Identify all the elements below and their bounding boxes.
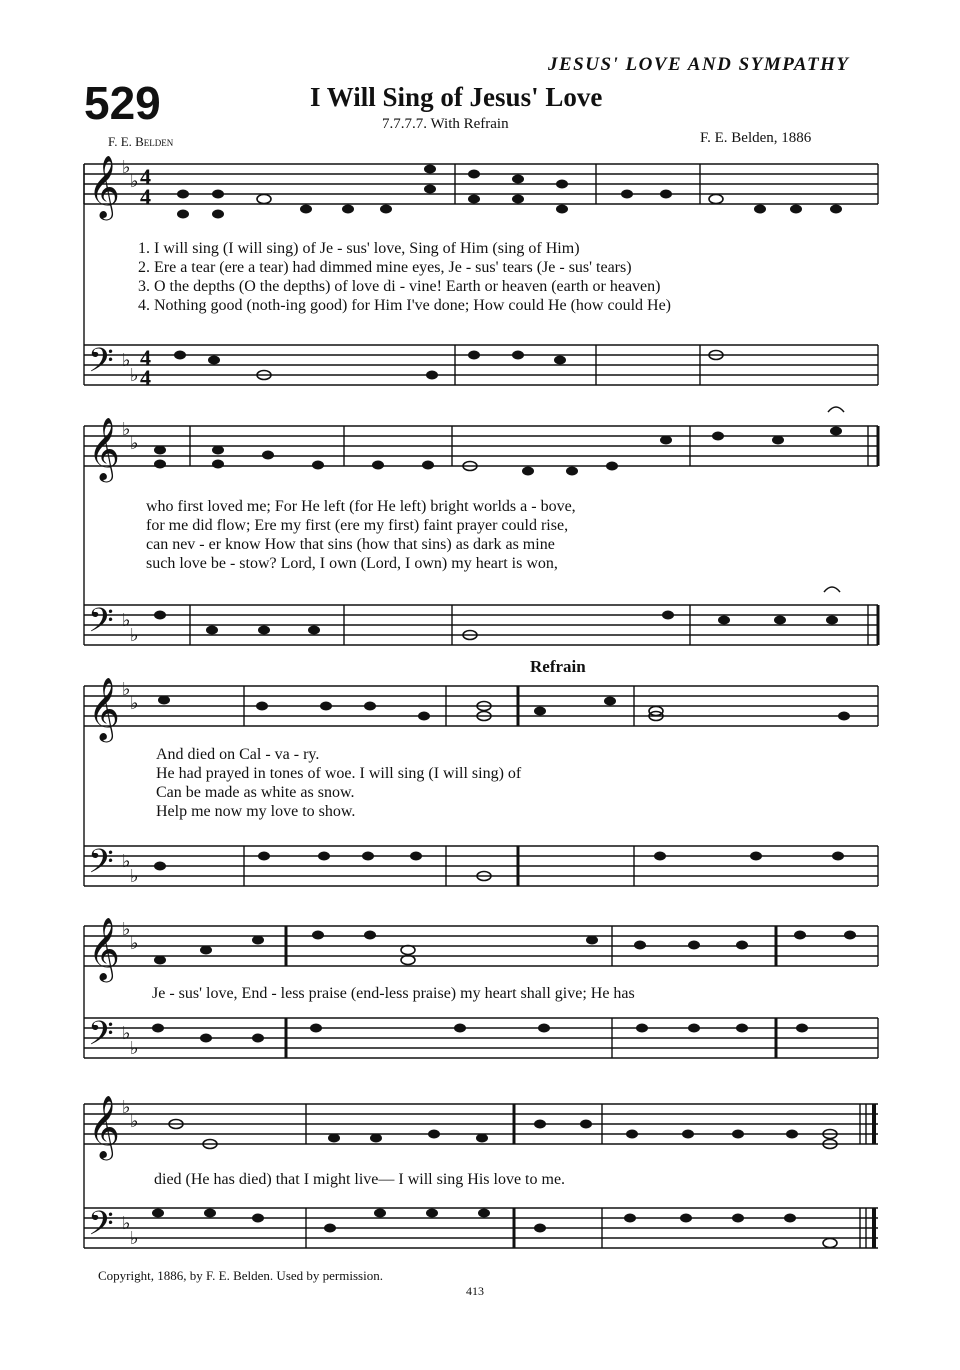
svg-text:♭: ♭: [122, 610, 131, 631]
page-number: 413: [466, 1284, 484, 1298]
lyric-line: Help me now my love to show.: [156, 803, 356, 820]
svg-text:♭: ♭: [130, 933, 139, 954]
svg-text:♭: ♭: [130, 625, 139, 646]
svg-text:♭: ♭: [122, 157, 131, 178]
treble-clef-icon: 𝄞: [88, 155, 120, 218]
copyright-notice: Copyright, 1886, by F. E. Belden. Used by permission.: [98, 1268, 383, 1283]
svg-text:𝄢: 𝄢: [88, 1015, 114, 1061]
svg-text:♭: ♭: [130, 171, 139, 192]
svg-text:♭: ♭: [130, 1228, 139, 1249]
svg-text:♭: ♭: [130, 1038, 139, 1059]
lyric-line: 2. Ere a tear (ere a tear) had dimmed mine eyes, Je - sus' tears (Je - sus' tears): [138, 259, 632, 276]
svg-text:♭: ♭: [130, 433, 139, 454]
svg-text:𝄞: 𝄞: [88, 917, 120, 980]
lyric-line: 4. Nothing good (noth-ing good) for Him I've done; How could He (how could He): [138, 297, 672, 314]
bass-clef-icon: 𝄢: [88, 342, 114, 388]
svg-text:♭: ♭: [122, 919, 131, 940]
svg-text:𝄞: 𝄞: [88, 417, 120, 480]
composer-credit: F. E. Belden: [108, 134, 174, 149]
lyric-line: Je - sus' love, End - less praise (end-less praise) my heart shall give; He has: [152, 985, 635, 1002]
svg-text:♭: ♭: [122, 1023, 131, 1044]
hymn-number: 529: [84, 77, 161, 129]
meter-line: 7.7.7.7. With Refrain: [382, 116, 509, 132]
treble-staff-1: [84, 164, 878, 204]
svg-text:♭: ♭: [122, 1097, 131, 1118]
svg-text:4: 4: [140, 365, 151, 390]
hymn-title: I Will Sing of Jesus' Love: [310, 82, 603, 112]
svg-text:♭: ♭: [122, 419, 131, 440]
svg-text:♭: ♭: [122, 851, 131, 872]
section-title: JESUS' LOVE AND SYMPATHY: [548, 54, 850, 75]
svg-text:4: 4: [140, 184, 151, 209]
svg-text:4: 4: [140, 345, 151, 370]
flat-icon: [122, 157, 139, 1249]
svg-text:♭: ♭: [130, 1111, 139, 1132]
lyric-line: for me did flow; Ere my first (ere my first) faint prayer could rise,: [146, 517, 569, 534]
treble-staff-2: [84, 426, 878, 466]
author-credit: F. E. Belden, 1886: [700, 130, 812, 146]
lyric-line: who first loved me; For He left (for He left) bright worlds a - bove,: [146, 498, 576, 515]
lyric-line: such love be - stow? Lord, I own (Lord, I own) my heart is won,: [146, 555, 558, 572]
svg-text:♭: ♭: [122, 679, 131, 700]
noteheads: [152, 165, 856, 1233]
lyric-line: And died on Cal - va - ry.: [156, 746, 320, 763]
refrain-label: Refrain: [530, 657, 586, 676]
svg-text:𝄢: 𝄢: [88, 1205, 114, 1251]
svg-text:𝄢: 𝄢: [88, 602, 114, 648]
lyric-line: He had prayed in tones of woe. I will sing (I will sing) of: [156, 765, 522, 782]
svg-text:♭: ♭: [130, 693, 139, 714]
lyric-line: Can be made as white as snow.: [156, 784, 355, 801]
lyric-line: 1. I will sing (I will sing) of Je - sus' love, Sing of Him (sing of Him): [138, 240, 580, 257]
lyric-line: can nev - er know How that sins (how that sins) as dark as mine: [146, 536, 555, 553]
svg-text:♭: ♭: [122, 350, 131, 371]
svg-text:♭: ♭: [130, 866, 139, 887]
treble-staff-4: [84, 926, 878, 966]
lyric-line: 3. O the depths (O the depths) of love di - vine! Earth or heaven (earth or heaven): [138, 278, 661, 295]
svg-text:𝄞: 𝄞: [88, 677, 120, 740]
svg-text:𝄞: 𝄞: [88, 1095, 120, 1158]
svg-text:𝄢: 𝄢: [88, 843, 114, 889]
svg-text:♭: ♭: [130, 365, 139, 386]
svg-text:♭: ♭: [122, 1213, 131, 1234]
svg-text:4: 4: [140, 164, 151, 189]
lyric-line: died (He has died) that I might live— I will sing His love to me.: [154, 1171, 566, 1188]
